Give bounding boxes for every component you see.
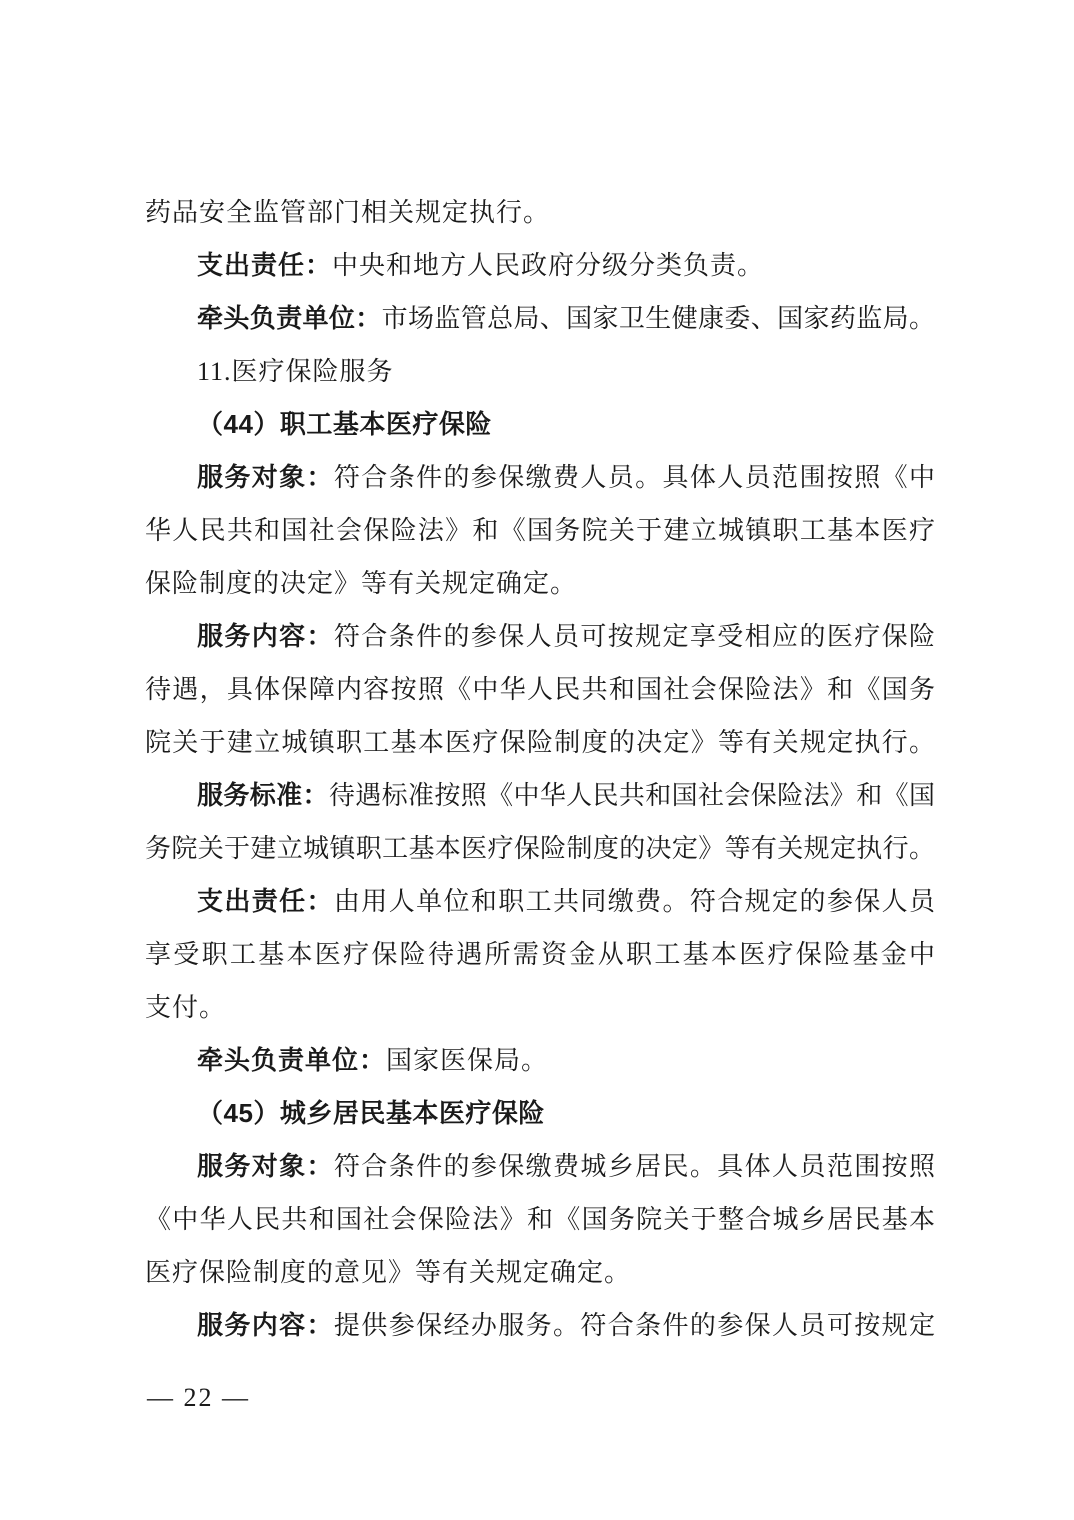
text-line	[145, 610, 935, 663]
text-line	[145, 875, 935, 928]
line-text: 待遇，具体保障内容按照《中华人民共和国社会保险法》和《国务	[145, 675, 935, 704]
line-text: 符合条件的参保缴费城乡居民。具体人员范围按照	[333, 1152, 935, 1181]
line-label: 牵头负责单位：	[197, 304, 382, 333]
line-text: （45）城乡居民基本医疗保险	[197, 1098, 545, 1128]
line-text: （44）职工基本医疗保险	[197, 409, 492, 439]
text-line	[145, 398, 935, 451]
text-line	[145, 504, 935, 557]
text-line	[145, 1193, 935, 1246]
line-text: 享受职工基本医疗保险待遇所需资金从职工基本医疗保险基金中	[145, 940, 935, 969]
line-text: 待遇标准按照《中华人民共和国社会保险法》和《国	[328, 781, 935, 810]
document-body	[145, 186, 935, 1352]
text-line	[145, 981, 935, 1034]
line-label: 服务内容：	[197, 1311, 334, 1340]
text-line	[145, 928, 935, 981]
text-line	[145, 1034, 935, 1087]
page-number	[147, 1371, 250, 1424]
text-line	[145, 716, 935, 769]
line-text: 提供参保经办服务。符合条件的参保人员可按规定	[333, 1311, 935, 1340]
line-text: 市场监管总局、国家卫生健康委、国家药监局。	[381, 304, 935, 333]
page-number-text: — 22 —	[147, 1383, 250, 1412]
line-text: 务院关于建立城镇职工基本医疗保险制度的决定》等有关规定执行。	[145, 834, 935, 863]
text-line	[145, 239, 935, 292]
text-line	[145, 1246, 935, 1299]
line-label: 牵头负责单位：	[197, 1046, 387, 1075]
text-line	[145, 557, 935, 610]
line-text: 支付。	[145, 993, 227, 1022]
line-label: 服务对象：	[197, 1152, 334, 1181]
text-line	[145, 1087, 935, 1140]
line-label: 支出责任：	[197, 251, 333, 280]
line-label: 服务标准：	[197, 781, 329, 810]
line-text: 11.医疗保险服务	[197, 357, 394, 386]
text-line	[145, 822, 935, 875]
text-line	[145, 451, 935, 504]
line-text: 院关于建立城镇职工基本医疗保险制度的决定》等有关规定执行。	[145, 728, 935, 757]
line-label: 支出责任：	[197, 887, 334, 916]
line-text: 药品安全监管部门相关规定执行。	[145, 198, 551, 227]
line-text: 医疗保险制度的意见》等有关规定确定。	[145, 1258, 632, 1287]
line-text: 《中华人民共和国社会保险法》和《国务院关于整合城乡居民基本	[145, 1205, 935, 1234]
text-line	[145, 1299, 935, 1352]
line-text: 由用人单位和职工共同缴费。符合规定的参保人员	[333, 887, 935, 916]
text-line	[145, 663, 935, 716]
text-line	[145, 345, 935, 398]
text-line	[145, 292, 935, 345]
text-line	[145, 1140, 935, 1193]
line-text: 国家医保局。	[386, 1046, 549, 1075]
text-line	[145, 186, 935, 239]
line-text: 华人民共和国社会保险法》和《国务院关于建立城镇职工基本医疗	[145, 516, 935, 545]
line-text: 中央和地方人民政府分级分类负责。	[332, 251, 765, 280]
line-text: 保险制度的决定》等有关规定确定。	[145, 569, 578, 598]
text-line	[145, 769, 935, 822]
line-label: 服务内容：	[197, 622, 334, 651]
line-text: 符合条件的参保缴费人员。具体人员范围按照《中	[333, 463, 935, 492]
line-text: 符合条件的参保人员可按规定享受相应的医疗保险	[333, 622, 935, 651]
line-label: 服务对象：	[197, 463, 334, 492]
